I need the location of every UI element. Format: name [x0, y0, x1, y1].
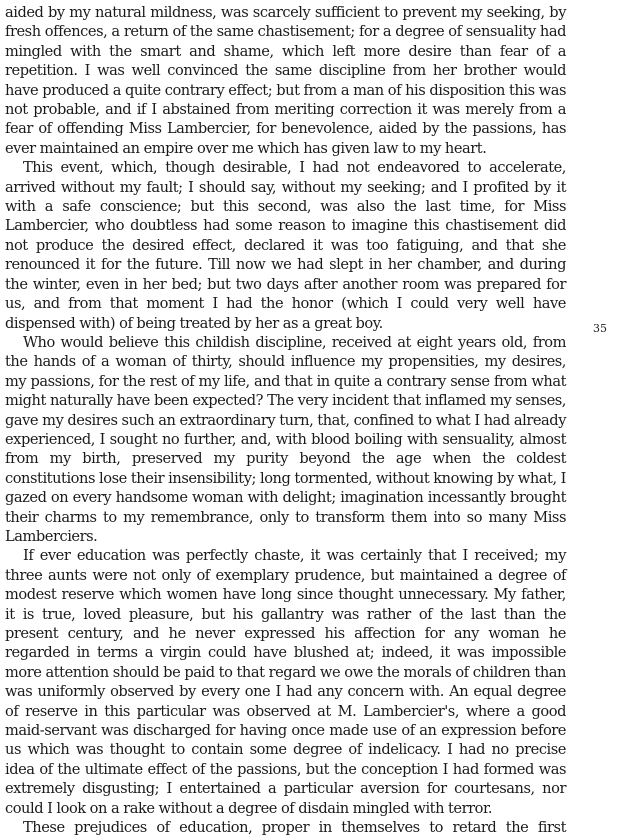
- page-number: 35: [593, 322, 607, 335]
- paragraph-3: Who would believe this childish discipline, received at eight years old, from the hands of a woman of thirty, should influence my propensities, my desires, my passions, for the rest of my life, and that in quite a contrary sense from what might naturally have been expected? The very incident that inflamed my senses, gave my desires such an extraordinary turn, that, confined to what I had already experienced, I sought no further, and, with blood boiling with sensuality, almost from my birth, preserved my purity beyond the age when the coldest constitutions lose their insensibility; long tormented, without knowing by what, I gazed on every handsome woman with delight; imagination incessantly brought their charms to my remembrance, only to transform them into so many Miss Lamberciers.: [5, 333, 566, 545]
- paragraph-5: These prejudices of education, proper in themselves to retard the first: [23, 819, 566, 837]
- paragraph-2: This event, which, though desirable, I had not endeavored to accelerate, arrived without my fault; I should say, without my seeking; and I profited by it with a safe conscience; but this second, was also the last time, for Miss Lambercier, who doubtless had some reason to imagine this chastisement did not produce the desired effect, declared it was too fatiguing, and that she renounced it for the future. Till now we had slept in her chamber, and during the winter, even in her bed; but two days after another room was prepared for us, and from that moment I had the honor (which I could very well have dispensed with) of being treated by her as a great boy.: [5, 159, 566, 332]
- paragraph-4: If ever education was perfectly chaste, it was certainly that I received; my three aunts were not only of exemplary prudence, but maintained a degree of modest reserve which women have long since thought unnecessary. My father, it is true, loved pleasure, but his gallantry was rather of the last than the present century, and he never expressed his affection for any woman he regarded in terms a virgin could have blushed at; indeed, it was impossible more attention should be paid to that regard we owe the morals of children than was uniformly observed by every one I had any concern with. An equal degree of reserve in this particular was observed at M. Lambercier's, where a good maid-servant was discharged for having once made use of an expression before us which was thought to contain some degree of indelicacy. I had no precise idea of the ultimate effect of the passions, but the conception I had formed was extremely disgusting; I entertained a particular aversion for courtesans, nor could I look on a rake without a degree of disdain mingled with terror.: [5, 547, 566, 817]
- body-text: [5, 3, 566, 837]
- paragraph-1: aided by my natural mildness, was scarcely sufficient to prevent my seeking, by fresh offences, a return of the same chastisement; for a degree of sensuality had mingled with the smart and shame, which left more desire than fear of a repetition. I was well convinced the same discipline from her brother would have produced a quite contrary effect; but from a man of his disposition this was not probable, and if I abstained from meriting correction it was merely from a fear of offending Miss Lambercier, for benevolence, aided by the passions, has ever maintained an empire over me which has given law to my heart.: [5, 4, 566, 157]
